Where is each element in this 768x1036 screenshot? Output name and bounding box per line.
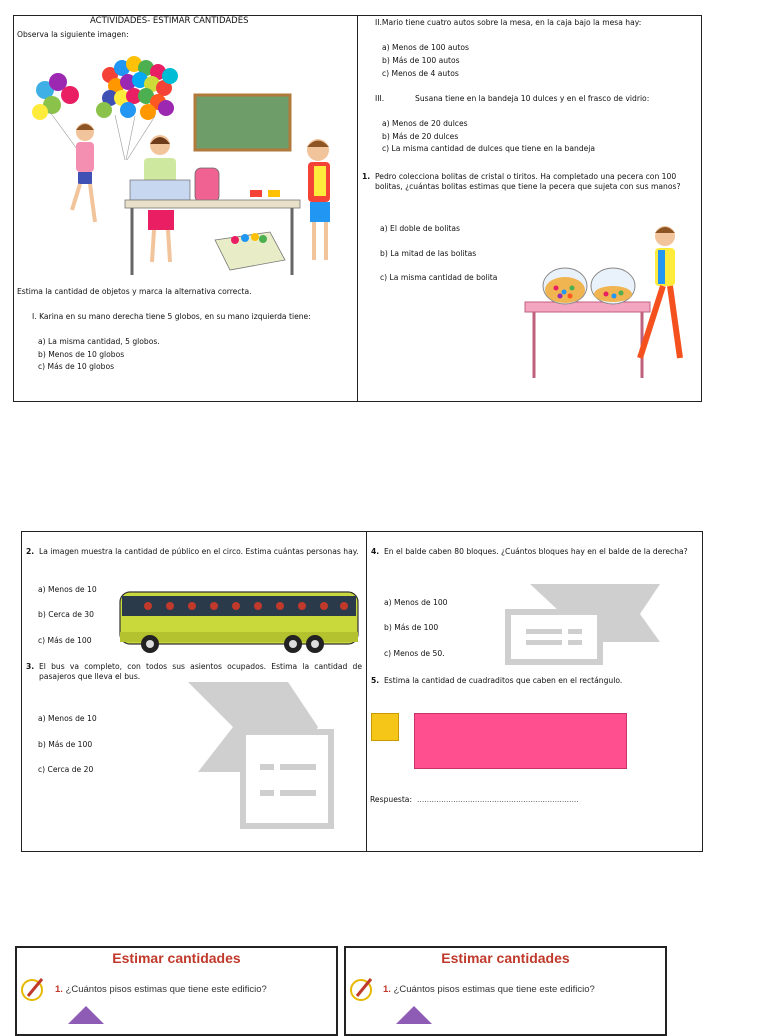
candy-jar-icon (195, 168, 219, 202)
question-s2-3-option-a[interactable]: a) Menos de 10 (38, 714, 97, 723)
unit-square (371, 713, 399, 741)
building-roof-icon (64, 1004, 108, 1024)
question-3-option-b[interactable]: b) Más de 20 dulces (382, 132, 459, 141)
worksheet-1-intro: Observa la siguiente imagen: (17, 30, 129, 39)
card-1-title: Estimar cantidades (112, 950, 241, 966)
pencil-badge-icon (20, 976, 48, 1002)
worksheet-1-title: ACTIVIDADES- ESTIMAR CANTIDADES (90, 16, 249, 26)
pink-rectangle (414, 713, 627, 769)
boy-mario-icon (307, 139, 330, 260)
question-1-text: I. Karina en su mano derecha tiene 5 globos, en su mano izquierda tiene: (32, 312, 311, 321)
question-s2-4-text: En el balde caben 80 bloques. ¿Cuántos bloques hay en el balde de la derecha? (384, 547, 688, 556)
toy-box-icon (215, 232, 285, 270)
question-s2-3-text: El bus va completo, con todos sus asientos ocupados. Estima la cantidad de pasajeros que lleva el bus. (39, 662, 362, 681)
party-scene-illustration (30, 50, 350, 280)
question-1-option-a[interactable]: a) La misma cantidad, 5 globos. (38, 337, 160, 346)
question-3-option-c[interactable]: c) La misma cantidad de dulces que tiene en la bandeja (382, 144, 596, 153)
card-1-question-text: ¿Cuántos pisos estimas que tiene este edificio? (65, 984, 267, 995)
worksheet-1-divider (357, 15, 358, 402)
table-icon (125, 200, 300, 208)
question-s2-3-option-c[interactable]: c) Cerca de 20 (38, 765, 94, 774)
toy-cars-icon (250, 190, 280, 197)
pencil-badge-icon (349, 976, 377, 1002)
question-s2-4-option-c[interactable]: c) Menos de 50. (384, 649, 445, 658)
question-s2-3-option-b[interactable]: b) Más de 100 (38, 740, 93, 749)
question-2-option-b[interactable]: b) Más de 100 autos (382, 56, 460, 65)
card-2-question-text: ¿Cuántos pisos estimas que tiene este edificio? (393, 984, 595, 995)
question-s2-2-option-a[interactable]: a) Menos de 10 (38, 585, 97, 594)
girl-karina-icon (72, 123, 95, 222)
question-3-text: Susana tiene en la bandeja 10 dulces y en el frasco de vidrio: (415, 94, 650, 103)
card-2-question (383, 984, 595, 995)
question-4-option-a[interactable]: a) El doble de bolitas (380, 224, 461, 233)
question-2-option-a[interactable]: a) Menos de 100 autos (382, 43, 469, 52)
question-s2-3-number: 3. (26, 662, 35, 671)
chalkboard-icon (195, 95, 290, 150)
worksheet-2-divider (366, 531, 367, 852)
worksheet-1-instruction: Estima la cantidad de objetos y marca la alternativa correcta. (17, 287, 252, 296)
card-2-question-number: 1. (383, 984, 391, 995)
card-1-question (55, 984, 267, 995)
question-4-number: 1. (362, 172, 371, 181)
question-1-option-c[interactable]: c) Más de 10 globos (38, 362, 115, 371)
answer-line[interactable]: ................................................................... (417, 795, 579, 804)
question-s2-5-number: 5. (371, 676, 380, 685)
image-placeholder-icon (500, 584, 662, 666)
bus-illustration (118, 588, 362, 656)
question-1-option-b[interactable]: b) Menos de 10 globos (38, 350, 125, 359)
answer-label: Respuesta: (370, 795, 413, 804)
building-roof-icon (392, 1004, 436, 1024)
candy-tray-icon (130, 180, 190, 200)
question-s2-4-option-b[interactable]: b) Más de 100 (384, 623, 439, 632)
card-1-question-number: 1. (55, 984, 63, 995)
question-4-option-b[interactable]: b) La mitad de las bolitas (380, 249, 477, 258)
question-2-option-c[interactable]: c) Menos de 4 autos (382, 69, 459, 78)
fishbowls-illustration (520, 218, 695, 383)
question-s2-2-number: 2. (26, 547, 35, 556)
question-2-text: II.Mario tiene cuatro autos sobre la mesa, en la caja bajo la mesa hay: (375, 18, 642, 27)
question-3-number: III. (375, 94, 385, 103)
question-s2-2-option-b[interactable]: b) Cerca de 30 (38, 610, 94, 619)
question-s2-2-text: La imagen muestra la cantidad de público en el circo. Estima cuántas personas hay. (39, 547, 359, 556)
question-4-text: Pedro colecciona bolitas de cristal o tiritos. Ha completado una pecera con 100 bolitas, ¿cuántas bolitas estimas que tiene la pecera que sujeta con sus manos? (375, 172, 681, 191)
image-placeholder-icon (188, 682, 348, 832)
worksheet-2 (21, 531, 703, 852)
question-s2-2-option-c[interactable]: c) Más de 100 (38, 636, 92, 645)
question-s2-4-number: 4. (371, 547, 380, 556)
question-4-option-c[interactable]: c) La misma cantidad de bolita (380, 273, 498, 282)
question-s2-5-text: Estima la cantidad de cuadraditos que caben en el rectángulo. (384, 676, 623, 685)
card-2-title: Estimar cantidades (441, 950, 570, 966)
boy-pedro-icon (640, 226, 680, 358)
question-s2-4-option-a[interactable]: a) Menos de 100 (384, 598, 448, 607)
question-3-option-a[interactable]: a) Menos de 20 dulces (382, 119, 468, 128)
